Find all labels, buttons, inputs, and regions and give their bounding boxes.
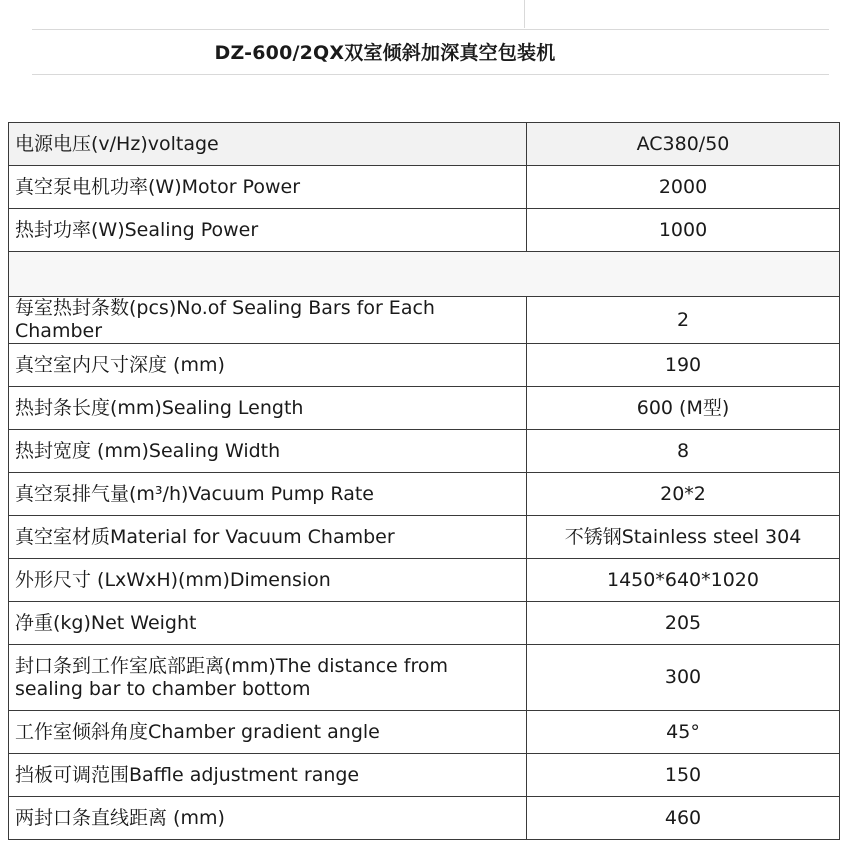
table-row [9, 123, 840, 166]
table-row [9, 754, 840, 797]
table-row [9, 387, 840, 430]
row-label: 热封功率(W)Sealing Power [9, 209, 527, 252]
row-value: AC380/50 [527, 123, 840, 166]
row-label: 热封宽度 (mm)Sealing Width [9, 430, 527, 473]
blank-cell [9, 252, 840, 297]
row-value: 8 [527, 430, 840, 473]
row-value: 不锈钢Stainless steel 304 [527, 516, 840, 559]
row-label: 工作室倾斜角度Chamber gradient angle [9, 711, 527, 754]
table-row [9, 430, 840, 473]
row-label: 每室热封条数(pcs)No.of Sealing Bars for Each Chamber [9, 297, 527, 344]
table-row [9, 711, 840, 754]
table-row [9, 473, 840, 516]
row-value: 205 [527, 602, 840, 645]
table-row [9, 516, 840, 559]
row-label: 真空室内尺寸深度 (mm) [9, 344, 527, 387]
row-label: 两封口条直线距离 (mm) [9, 797, 527, 840]
grid-line [524, 0, 525, 28]
row-value: 600 (M型) [527, 387, 840, 430]
row-value: 2000 [527, 166, 840, 209]
table-row [9, 559, 840, 602]
row-label: 真空泵电机功率(W)Motor Power [9, 166, 527, 209]
spec-table [8, 122, 840, 840]
row-label: 净重(kg)Net Weight [9, 602, 527, 645]
row-label: 电源电压(v/Hz)voltage [9, 123, 527, 166]
row-label: 挡板可调范围Baffle adjustment range [9, 754, 527, 797]
row-value: 1450*640*1020 [527, 559, 840, 602]
row-value: 300 [527, 645, 840, 711]
row-value: 1000 [527, 209, 840, 252]
document-title: DZ-600/2QX双室倾斜加深真空包装机 [214, 42, 556, 64]
table-row [9, 344, 840, 387]
table-row-blank [9, 252, 840, 297]
row-label: 外形尺寸 (LxWxH)(mm)Dimension [9, 559, 527, 602]
row-value: 190 [527, 344, 840, 387]
grid-line [32, 29, 829, 30]
row-value: 2 [527, 297, 840, 344]
row-label: 真空室材质Material for Vacuum Chamber [9, 516, 527, 559]
row-value: 20*2 [527, 473, 840, 516]
table-row [9, 297, 840, 344]
table-row [9, 209, 840, 252]
table-row [9, 645, 840, 711]
row-value: 460 [527, 797, 840, 840]
row-label: 真空泵排气量(m³/h)Vacuum Pump Rate [9, 473, 527, 516]
row-label: 热封条长度(mm)Sealing Length [9, 387, 527, 430]
row-value: 150 [527, 754, 840, 797]
grid-line [32, 74, 829, 75]
row-label: 封口条到工作室底部距离(mm)The distance from sealing bar to chamber bottom [9, 645, 527, 711]
row-value: 45° [527, 711, 840, 754]
table-row [9, 166, 840, 209]
table-row [9, 797, 840, 840]
table-row [9, 602, 840, 645]
